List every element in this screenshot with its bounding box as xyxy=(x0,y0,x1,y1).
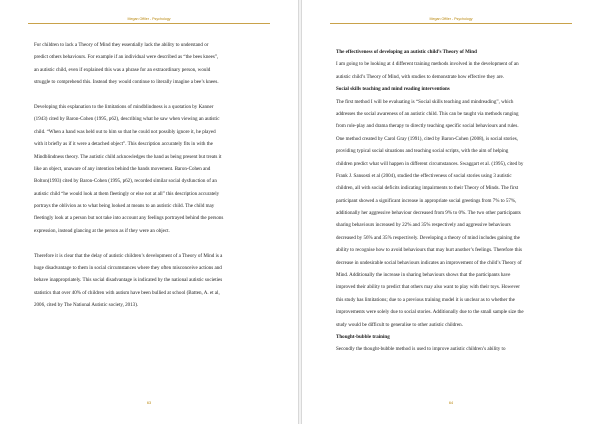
text-line: portrays the oblivion as to what being looked at means to an autistic child. The child may xyxy=(34,203,215,210)
text-line: statistics that over 40% of children with autism have been bullied at school (Batten, A. et al, xyxy=(34,289,220,296)
paragraph-gap xyxy=(34,89,278,101)
text-line: decreased by 56% and 35% respectively. Developing a theory of mind includes gaining the xyxy=(336,234,520,241)
text-line: expression, instead glancing at the person as if they were an object. xyxy=(34,227,170,234)
right-page-body xyxy=(336,46,578,356)
text-line: Bolton(1993) cited by Baron-Cohen (1995, p62), recorded similar social dysfunction of an xyxy=(34,178,217,185)
text-line: Frank J. Sansosti et al (2004), studied the effectiveness of social stories using 3 autistic xyxy=(336,172,512,179)
text-line: an autistic child, even if explained this was a phrase for an extraordinary person, would xyxy=(34,66,211,73)
text-line: decrease in undesirable social behaviours indicates an improvement of the child’s Theory of xyxy=(336,259,522,266)
text-line: autistic child “he would look at them fleetingly or else not at all” this description accurately xyxy=(34,190,220,197)
text-line: Mindblindness theory. The autistic child acknowledges the hand as being present but treats it xyxy=(34,153,222,160)
text-line: this study has limitations; due to a previous training model it is unclear as to whether the xyxy=(336,296,515,303)
left-page xyxy=(0,0,299,424)
text-line: 2006, cited by The National Autistic society, 2013). xyxy=(34,302,139,309)
text-line: sharing behaviours increased by 22% and 35% respectively and aggressive behaviours xyxy=(336,222,511,229)
subsection-heading: Social skills teaching and mind reading interventions xyxy=(336,86,450,93)
page-number: 63 xyxy=(146,401,152,405)
text-line: I am going to be looking at 4 different training methods involved in the development of an xyxy=(336,61,519,68)
text-line: (1943) cited by Baron-Cohen (1995, p62), describing what he saw when viewing an autistic xyxy=(34,116,220,123)
text-line: For children to lack a Theory of Mind they essentially lack the ability to understand or xyxy=(34,42,209,48)
page-number: 64 xyxy=(448,401,454,405)
text-line: children, all with social deficits indicating impairments to their Theory of Minds. The first xyxy=(336,185,519,192)
subsection-heading: Thought-bubble training xyxy=(336,333,390,340)
text-line: addresses the social awareness of an autistic child. This can be taught via methods ranging xyxy=(336,110,519,117)
text-line: ability to recognise how to avoid behaviours that may hurt another’s feelings. Therefore this xyxy=(336,247,522,254)
text-line: predict others behaviours. For example if an individual were described as “the bees knees”, xyxy=(34,54,219,61)
text-line: with it briefly as if it were a detached object”. This description accurately fits in with the xyxy=(34,141,213,148)
right-page xyxy=(301,0,600,424)
text-line: improvements were solely due to social stories. Additionally due to the small sample size the xyxy=(336,309,524,316)
header-rule xyxy=(330,23,572,24)
text-line: child. “When a hand was held out to him so that he could not possibly ignore it, he played xyxy=(34,128,216,135)
text-line: study would be difficult to generalise to other autistic children. xyxy=(336,321,463,328)
page-header: Megan Offiler - Psychology xyxy=(127,17,171,21)
text-line: huge disadvantage to them in social circumstances where they often misconceive actions and xyxy=(34,265,222,272)
text-line: Developing this explanation to the limitations of mindblindness is a quotation by Kanner xyxy=(34,103,214,110)
text-line: behave inappropriately. This social disadvantage is indicated by the national autistic societies xyxy=(34,277,223,284)
page-header: Megan Offiler - Psychology xyxy=(429,17,473,21)
left-page-body xyxy=(34,39,278,312)
text-line: participant showed a significant increase in appropriate social greetings from 7% to 57%, xyxy=(336,197,517,204)
text-line: from role-play and drama therapy to directly teaching specific social behaviours and rules. xyxy=(336,123,519,130)
text-line: The first method I will be evaluating is “Social skills teaching and mindreading”, which xyxy=(336,98,514,105)
text-line: Mind. Additionally the increase in sharing behaviours shows that the participants have xyxy=(336,272,511,279)
text-line: Therefore it is clear that the delay of autistic children’s development of a Theory of Mind is a xyxy=(34,252,223,259)
text-line: like an object, unaware of any intention behind the hands movement. Baron-Cohen and xyxy=(34,165,211,172)
text-line: Secondly the thought-bubble method is used to improve autistic children’s ability to xyxy=(336,346,506,353)
text-line: fleetingly look at a person but not take into account any feelings portrayed behind the persons xyxy=(34,215,224,222)
section-heading: The effectiveness of developing an autistic child’s Theory of Mind xyxy=(336,49,477,55)
text-line: autistic child’s Theory of Mind, with studies to demonstrate how effective they are. xyxy=(336,73,505,80)
text-line: children predict what will happen in different circumstances. Swaggart et al. (1995), cited by xyxy=(336,160,524,167)
text-line: additionally her aggressive behaviour decreased from 9% to 0%. The two other participants xyxy=(336,210,521,217)
text-line: improved their ability to predict that others may also want to play with their toys. However xyxy=(336,284,520,291)
header-rule xyxy=(28,23,270,24)
text-line: providing typical social situations and teaching social scripts, with the aim of helping xyxy=(336,148,509,155)
text-line: One method created by Carol Gray (1991), cited by Baron-Cohen (2008), is social stories, xyxy=(336,135,518,142)
paragraph-gap xyxy=(34,237,278,249)
text-line: struggle to comprehend this. Instead they would continue to literally imagine a bee’s knees. xyxy=(34,79,219,86)
